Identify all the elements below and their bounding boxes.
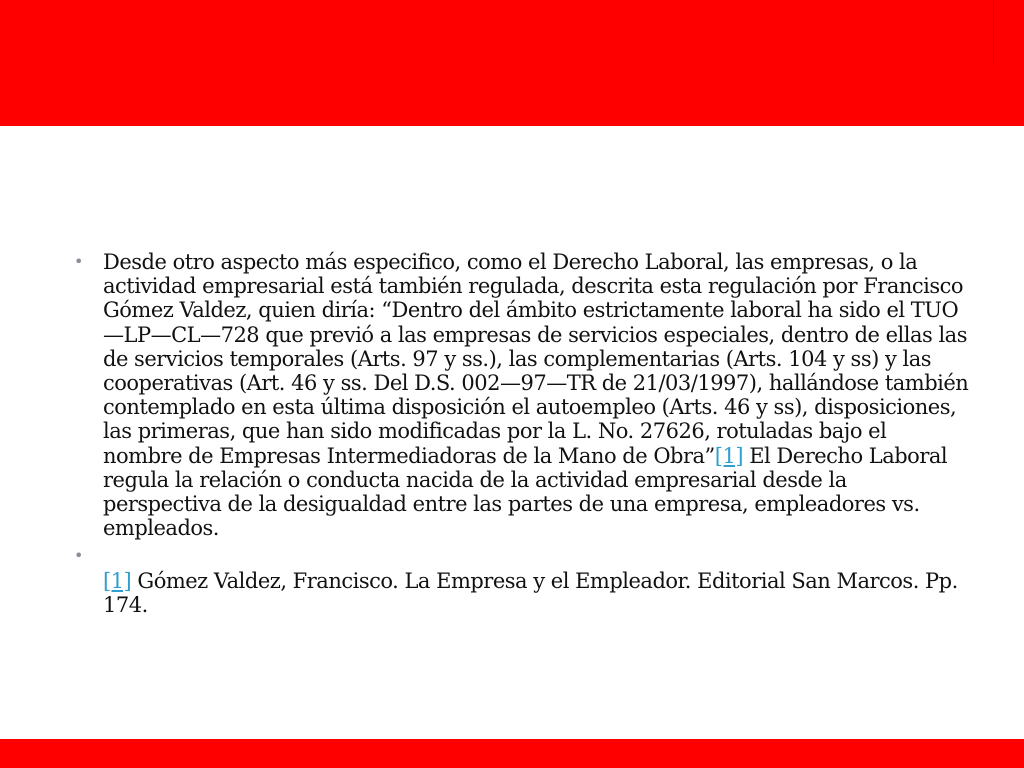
bullet-dot-icon: •: [74, 252, 83, 271]
bottom-red-band: [0, 739, 1024, 768]
paragraph-text-main: Desde otro aspecto más especifico, como el Derecho Laboral, las empresas, o la actividad empresarial está también regulada, descrita esta regulación por Francisco Gómez Valdez, quien diría: “Dentro del ámbito estrictamente laboral ha sido el TUO—LP—CL—728 que previó a las empresas de servicios especiales, dentro de ellas las de servicios temporales (Arts. 97 y ss.), las complementarias (Arts. 104 y ss) y las cooperativas (Art. 46 y ss. Del D.S. 002—97—TR de 21/03/1997), hallándose también contemplado en esta última disposición el autoempleo (Arts. 46 y ss), disposiciones, las primeras, que han sido modificadas por la L. No. 27626, rotuladas bajo el nombre de Empresas Intermediadoras de la Mano de Obra”: [103, 250, 969, 468]
bullet-dot-icon: •: [74, 546, 83, 566]
paragraph-text-continuation: El Derecho Laboral regula la relación o conducta nacida de la actividad empresarial desde la perspectiva de la desigualdad entre las partes de una empresa, empleadores vs. empleados.: [103, 443, 948, 541]
list-item-paragraph: [70, 250, 970, 540]
slide-body: [70, 250, 970, 617]
list-item-footnote: [70, 544, 970, 617]
footnote-block: [103, 544, 970, 617]
footnote-ref-link[interactable]: [1]: [714, 443, 744, 468]
top-red-band: [0, 0, 1024, 126]
paragraph-text: [103, 250, 970, 540]
footnote-text: Gómez Valdez, Francisco. La Empresa y el Empleador. Editorial San Marcos. Pp. 174.: [103, 568, 958, 617]
top-band-divider: [993, 0, 994, 64]
footnote-anchor-link[interactable]: [1]: [103, 568, 132, 593]
